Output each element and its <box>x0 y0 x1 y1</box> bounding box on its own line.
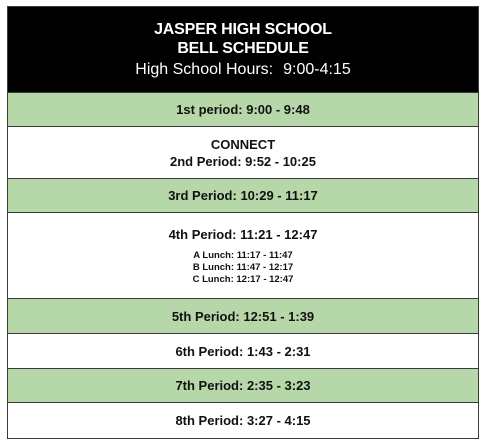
lunch-list <box>8 250 478 286</box>
lunch-a: A Lunch: 11:17 - 11:47 <box>193 249 293 261</box>
period-label: 7th Period: 2:35 - 3:23 <box>175 378 311 393</box>
school-name: JASPER HIGH SCHOOL <box>154 20 332 38</box>
period-label: 3rd Period: 10:29 - 11:17 <box>168 188 318 203</box>
period-row-4 <box>8 213 478 299</box>
school-hours-label: High School Hours: <box>135 60 274 78</box>
connect-label: CONNECT <box>210 136 276 152</box>
period-row-3 <box>8 179 478 213</box>
schedule-title: BELL SCHEDULE <box>177 39 309 57</box>
period-row-8 <box>8 403 478 438</box>
period-label: 1st period: 9:00 - 9:48 <box>176 102 310 117</box>
schedule-header <box>8 7 478 93</box>
lunch-c: C Lunch: 12:17 - 12:47 <box>192 273 294 285</box>
period-row-1 <box>8 93 478 127</box>
period-row-7 <box>8 369 478 403</box>
period-label: 8th Period: 3:27 - 4:15 <box>175 413 311 428</box>
lunch-b: B Lunch: 11:47 - 12:17 <box>192 261 294 273</box>
period-label: 2nd Period: 9:52 - 10:25 <box>170 153 316 169</box>
bell-schedule-table <box>7 6 479 439</box>
school-hours <box>8 59 478 80</box>
period-row-2 <box>8 127 478 179</box>
period-label: 5th Period: 12:51 - 1:39 <box>171 308 315 324</box>
period-label: 6th Period: 1:43 - 2:31 <box>175 343 311 359</box>
school-hours-value: 9:00-4:15 <box>283 60 351 78</box>
period-label: 4th Period: 11:21 - 12:47 <box>168 226 318 242</box>
period-row-5 <box>8 299 478 334</box>
period-row-6 <box>8 334 478 369</box>
